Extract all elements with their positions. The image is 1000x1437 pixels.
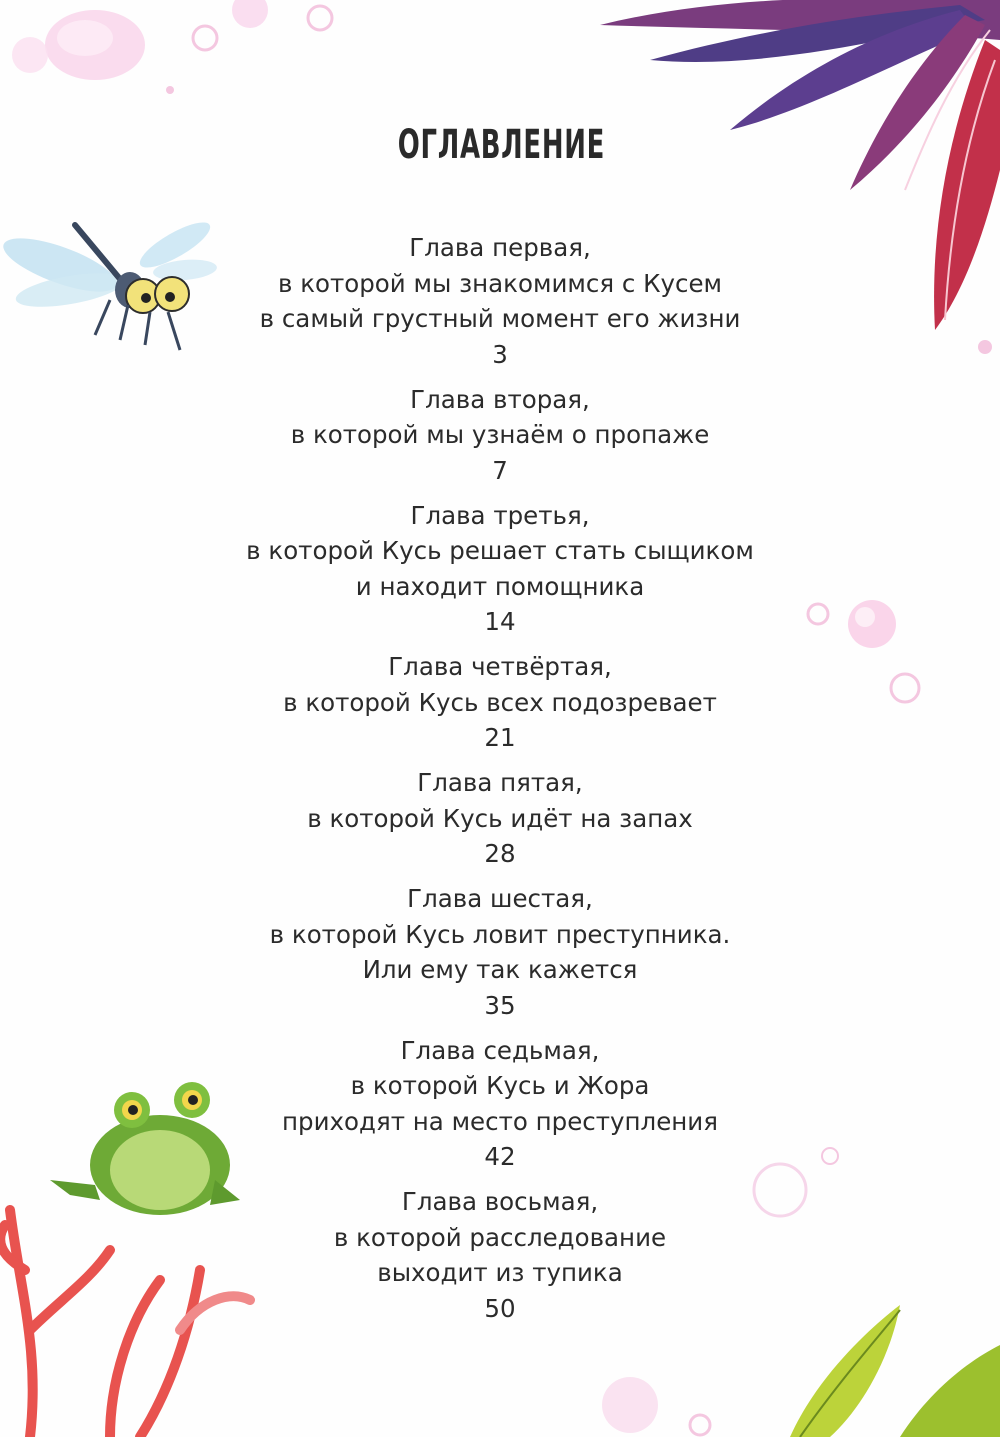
chapter-subtitle: в которой мы узнаём о пропаже bbox=[290, 420, 710, 449]
page-number: 28 bbox=[484, 839, 516, 868]
chapter-heading: Глава седьмая, bbox=[400, 1035, 600, 1065]
chapter-heading: Глава четвёртая, bbox=[388, 652, 612, 681]
page-number: 35 bbox=[484, 990, 516, 1020]
chapter-heading: Глава первая, bbox=[409, 233, 591, 262]
toc-entry-8[interactable] bbox=[200, 1184, 800, 1326]
page-title: ОГЛАВЛЕНИЕ bbox=[397, 122, 606, 168]
chapter-subtitle: Или ему так кажется bbox=[362, 955, 638, 984]
leaf-illustration bbox=[790, 1305, 1000, 1437]
page-number: 21 bbox=[484, 723, 516, 752]
chapter-heading: Глава восьмая, bbox=[401, 1187, 599, 1216]
page-number: 3 bbox=[492, 339, 508, 369]
toc-entry-2[interactable] bbox=[200, 382, 800, 488]
toc-entry-6[interactable] bbox=[200, 881, 800, 1023]
toc-entry-5[interactable] bbox=[200, 765, 800, 871]
chapter-subtitle: в самый грустный момент его жизни bbox=[259, 304, 741, 333]
chapter-subtitle: в которой расследование bbox=[333, 1222, 667, 1252]
page-number: 7 bbox=[492, 455, 508, 485]
chapter-heading: Глава пятая, bbox=[417, 768, 583, 797]
chapter-subtitle: в которой мы знакомимся с Кусем bbox=[277, 268, 723, 298]
chapter-heading: Глава шестая, bbox=[407, 884, 593, 913]
chapter-subtitle: в которой Кусь и Жора bbox=[350, 1071, 650, 1100]
page-number: 42 bbox=[484, 1142, 516, 1171]
chapter-subtitle: в которой Кусь всех подозревает bbox=[283, 687, 717, 717]
chapter-heading: Глава вторая, bbox=[410, 384, 590, 414]
chapter-subtitle: в которой Кусь ловит преступника. bbox=[269, 919, 731, 949]
toc-entry-4[interactable] bbox=[200, 649, 800, 755]
chapter-subtitle: и находит помощника bbox=[355, 571, 645, 601]
chapter-subtitle: приходят на место преступления bbox=[282, 1106, 718, 1136]
dragonfly-illustration bbox=[0, 215, 218, 350]
chapter-subtitle: в которой Кусь решает стать сыщиком bbox=[246, 536, 754, 565]
toc-entry-1[interactable] bbox=[200, 230, 800, 372]
page-number: 50 bbox=[484, 1293, 516, 1323]
toc-entry-3[interactable] bbox=[200, 498, 800, 640]
page-number: 14 bbox=[484, 607, 516, 636]
chapter-heading: Глава третья, bbox=[410, 500, 590, 530]
table-of-contents bbox=[200, 230, 800, 1336]
chapter-subtitle: в которой Кусь идёт на запах bbox=[307, 803, 693, 833]
chapter-subtitle: выходит из тупика bbox=[377, 1258, 623, 1287]
toc-entry-7[interactable] bbox=[200, 1033, 800, 1175]
